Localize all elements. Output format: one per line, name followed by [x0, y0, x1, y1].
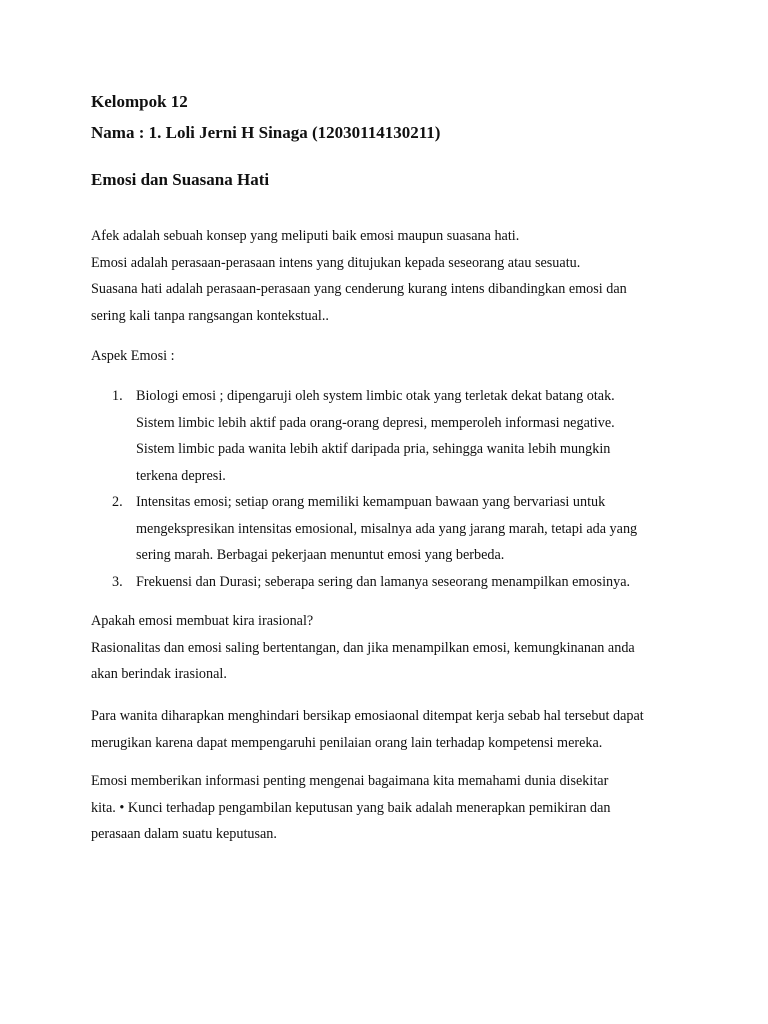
list-number: 2. [112, 494, 123, 510]
text-line: Afek adalah sebuah konsep yang meliputi baik emosi maupun suasana hati. [91, 228, 520, 244]
list-number: 3. [112, 573, 123, 590]
women-paragraph [91, 703, 691, 756]
text-line: mengekspresikan intensitas emosional, misalnya ada yang jarang marah, tetapi ada yang [136, 520, 638, 537]
text-line: Frekuensi dan Durasi; seberapa sering dan lamanya seseorang menampilkan emosinya. [136, 573, 631, 590]
text-line: Rasionalitas dan emosi saling bertentangan, dan jika menampilkan emosi, kemungkinanan anda [91, 639, 635, 656]
text-line: Intensitas emosi; setiap orang memiliki kemampuan bawaan yang bervariasi untuk [136, 494, 606, 510]
text-line: Sistem limbic pada wanita lebih aktif daripada pria, sehingga wanita lebih mungkin [136, 441, 611, 457]
text-line: Emosi memberikan informasi penting mengenai bagaimana kita memahami dunia disekitar [91, 773, 609, 789]
list-item [91, 569, 691, 596]
aspect-heading [91, 343, 691, 370]
text-line: sering kali tanpa rangsangan kontekstual.. [91, 307, 329, 324]
text-line: Sistem limbic lebih aktif pada orang-orang depresi, memperoleh informasi negative. [136, 414, 615, 431]
list-item [91, 489, 691, 569]
text-line: Aspek Emosi : [91, 348, 175, 364]
text-line: sering marah. Berbagai pekerjaan menuntut emosi yang berbeda. [136, 547, 505, 563]
closing-paragraph [91, 768, 691, 848]
group-heading: Kelompok 12 [91, 92, 188, 111]
text-line: Suasana hati adalah perasaan-perasaan yang cenderung kurang intens dibandingkan emosi dan [91, 281, 627, 297]
text-line: merugikan karena dapat mempengaruhi penilaian orang lain terhadap kompetensi mereka. [91, 734, 603, 751]
aspect-list [91, 383, 691, 595]
text-line: perasaan dalam suatu keputusan. [91, 826, 277, 842]
text-line: kita. • Kunci terhadap pengambilan keputusan yang baik adalah menerapkan pemikiran dan [91, 799, 611, 816]
text-line: Emosi adalah perasaan-perasaan intens yang ditujukan kepada seseorang atau sesuatu. [91, 254, 581, 271]
list-item [91, 383, 691, 489]
document-title: Emosi dan Suasana Hati [91, 170, 270, 189]
list-number: 1. [112, 388, 123, 404]
text-line: Biologi emosi ; dipengaruji oleh system limbic otak yang terletak dekat batang otak. [136, 388, 615, 404]
text-line: terkena depresi. [136, 467, 226, 484]
irrational-paragraph [91, 608, 691, 688]
name-line: Nama : 1. Loli Jerni H Sinaga (12030114130211) [91, 123, 441, 142]
intro-paragraph [91, 223, 691, 329]
text-line: akan berindak irasional. [91, 666, 227, 682]
text-line: Apakah emosi membuat kira irasional? [91, 613, 314, 629]
text-line: Para wanita diharapkan menghindari bersikap emosiaonal ditempat kerja sebab hal tersebut dapat [91, 708, 644, 724]
